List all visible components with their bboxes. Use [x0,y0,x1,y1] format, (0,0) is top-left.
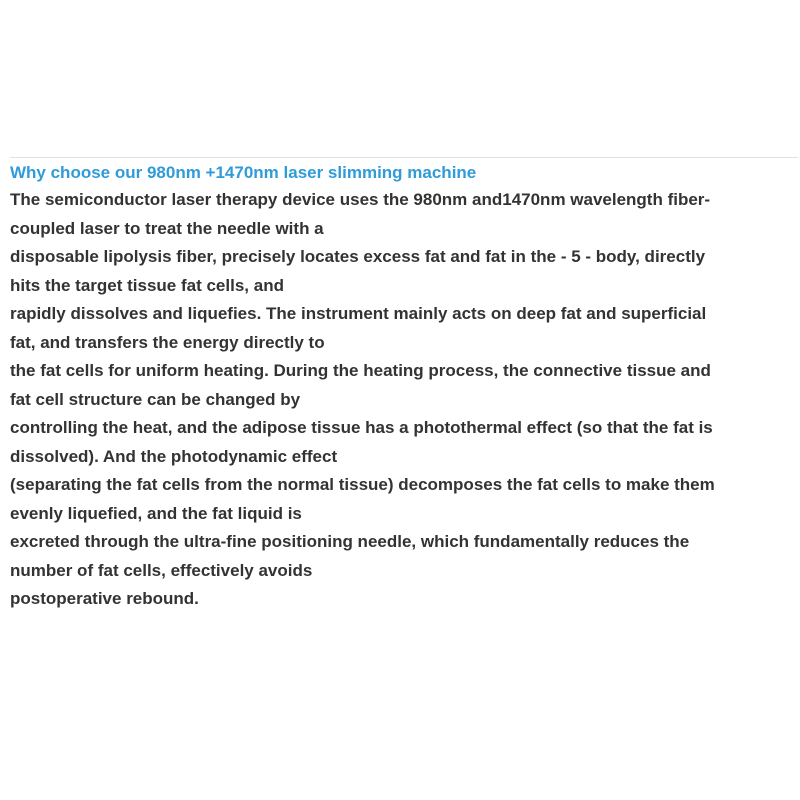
description-line: postoperative rebound. [10,589,199,608]
description-line: fat, and transfers the energy directly to [10,332,325,352]
description-line: rapidly dissolves and liquefies. The instrument mainly acts on deep fat and superficial [10,304,707,323]
description-line: coupled laser to treat the needle with a [10,218,324,238]
description-line: dissolved). And the photodynamic effect [10,446,338,466]
description-line: fat cell structure can be changed by [10,389,301,409]
product-description [10,157,798,614]
description-line: controlling the heat, and the adipose tissue has a photothermal effect (so that the fat is [10,418,713,437]
description-line: the fat cells for uniform heating. During the heating process, the connective tissue and [10,361,711,380]
description-line: number of fat cells, effectively avoids [10,560,313,580]
description-body [10,186,798,614]
description-line: disposable lipolysis fiber, precisely locates excess fat and fat in the - 5 - body, directly [10,247,706,266]
divider [10,157,798,158]
description-line: hits the target tissue fat cells, and [10,275,284,295]
section-heading: Why choose our 980nm +1470nm laser slimming machine [10,163,477,182]
description-line: excreted through the ultra-fine positioning needle, which fundamentally reduces the [10,532,690,551]
description-line: The semiconductor laser therapy device uses the 980nm and1470nm wavelength fiber- [10,190,711,209]
description-line: (separating the fat cells from the normal tissue) decomposes the fat cells to make them [10,475,715,494]
description-line: evenly liquefied, and the fat liquid is [10,503,302,523]
